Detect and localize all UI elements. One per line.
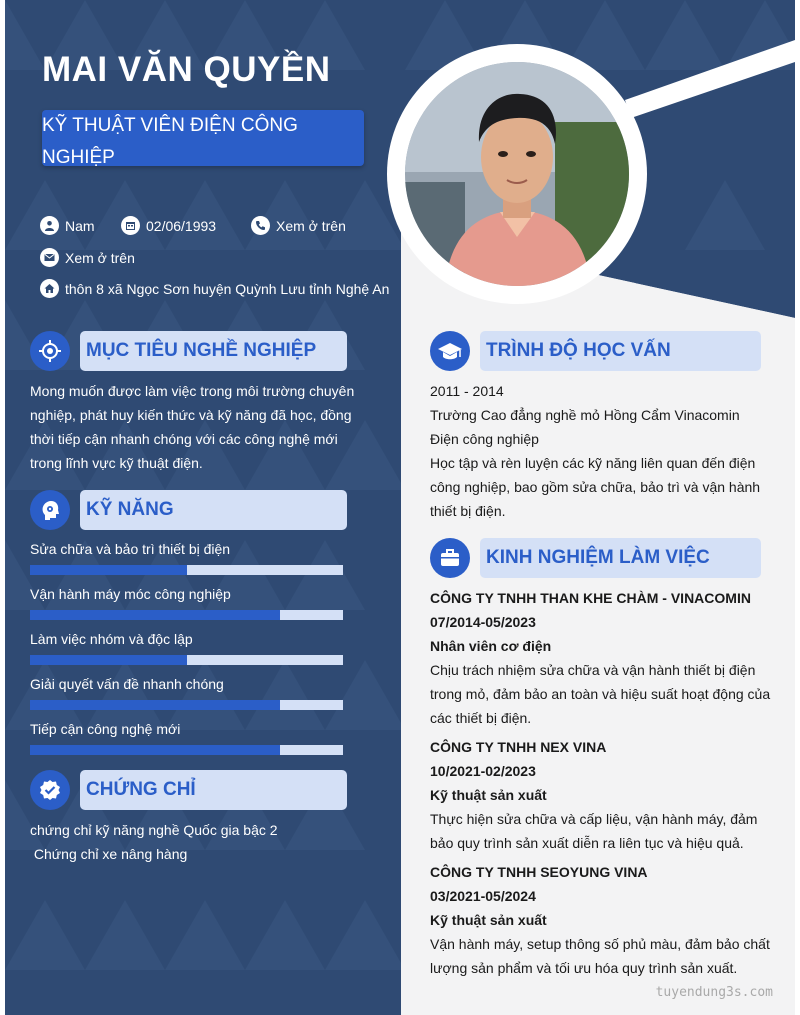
- briefcase-icon: [430, 538, 470, 578]
- avatar: [405, 62, 629, 286]
- skills-heading: [30, 490, 347, 530]
- objective-line: nghiệp, phát huy kiến thức và kỹ năng đã học, đồng: [30, 407, 352, 423]
- graduation-cap-icon: [430, 331, 470, 371]
- job-title-box: [42, 110, 364, 166]
- job-line: bảo quy trình sản xuất diễn ra liên tục và hiệu quả.: [430, 835, 744, 851]
- skill-label: Giải quyết vấn đề nhanh chóng: [30, 676, 224, 692]
- brain-gear-icon: [30, 490, 70, 530]
- job-line: Thực hiện sửa chữa và cấp liệu, vận hành máy, đảm: [430, 811, 758, 827]
- education-title: TRÌNH ĐỘ HỌC VẤN: [486, 340, 671, 361]
- skill-bar: [30, 655, 343, 665]
- job-period: 10/2021-02/2023: [430, 763, 536, 779]
- address-info: [40, 279, 389, 298]
- job-role: Kỹ thuật sản xuất: [430, 787, 547, 803]
- skill-bar-fill: [30, 700, 280, 710]
- objective-line: trong lĩnh vực kỹ thuật điện.: [30, 455, 203, 471]
- skill-bar-fill: [30, 610, 280, 620]
- phone-info: [251, 216, 346, 235]
- job-role: Kỹ thuật sản xuất: [430, 912, 547, 928]
- education-heading: [430, 331, 761, 371]
- certificates-list: [30, 818, 357, 866]
- certificate-item: Chứng chỉ xe nâng hàng: [30, 846, 188, 862]
- home-icon: [40, 279, 59, 298]
- objective-heading: [30, 331, 347, 371]
- calendar-icon: [121, 216, 140, 235]
- skill-bar: [30, 565, 343, 575]
- cv-page: [5, 0, 795, 1015]
- education-description: [430, 451, 775, 523]
- job-line: trong mỏ, đảm bảo an toàn và hiệu suất hoạt động của: [430, 686, 771, 702]
- experience-title: KINH NGHIỆM LÀM VIỆC: [486, 547, 710, 568]
- skill-label: Sửa chữa và bảo trì thiết bị điện: [30, 541, 231, 557]
- user-icon: [40, 216, 59, 235]
- job-company: CÔNG TY TNHH NEX VINA: [430, 739, 607, 755]
- job-entry: [430, 860, 775, 980]
- skill-bar: [30, 700, 343, 710]
- job-line: Vận hành máy, setup thông số phủ màu, đảm bảo chất: [430, 936, 770, 952]
- job-period: 07/2014-05/2023: [430, 614, 536, 630]
- skill-bar: [30, 745, 343, 755]
- address-text: thôn 8 xã Ngọc Sơn huyện Quỳnh Lưu tỉnh Nghệ An: [65, 280, 390, 297]
- job-entry: [430, 735, 775, 855]
- education-line: thiết bị điện.: [430, 503, 506, 519]
- objective-title: MỤC TIÊU NGHỀ NGHIỆP: [86, 340, 317, 361]
- skill-label: Tiếp cận công nghệ mới: [30, 721, 181, 737]
- phone-text: Xem ở trên: [276, 217, 346, 234]
- objective-line: Mong muốn được làm việc trong môi trường chuyên: [30, 383, 355, 399]
- birthday-text: 02/06/1993: [146, 217, 217, 234]
- mail-icon: [40, 248, 59, 267]
- job-title: KỸ THUẬT VIÊN ĐIỆN CÔNG NGHIỆP: [42, 115, 298, 168]
- skill-bar-fill: [30, 565, 187, 575]
- gender-info: [40, 216, 95, 235]
- watermark: tuyendung3s.com: [655, 985, 773, 1000]
- education-details: [430, 379, 775, 451]
- skill-bar: [30, 610, 343, 620]
- job-period: 03/2021-05/2024: [430, 888, 536, 904]
- job-company: CÔNG TY TNHH SEOYUNG VINA: [430, 864, 648, 880]
- target-icon: [30, 331, 70, 371]
- skills-title: KỸ NĂNG: [86, 499, 174, 520]
- objective-text: [30, 379, 357, 475]
- job-company: CÔNG TY TNHH THAN KHE CHÀM - VINACOMIN: [430, 590, 751, 606]
- education-line: Học tập và rèn luyện các kỹ năng liên quan đến điện: [430, 455, 756, 471]
- skill-bar-fill: [30, 745, 280, 755]
- objective-line: thời tiếp cận nhanh chóng với các công nghệ mới: [30, 431, 338, 447]
- job-role: Nhân viên cơ điện: [430, 638, 552, 654]
- job-line: lượng sản phẩm và tối ưu hóa quy trình sản xuất.: [430, 960, 738, 976]
- skill-bar-fill: [30, 655, 187, 665]
- badge-check-icon: [30, 770, 70, 810]
- birthday-info: [121, 216, 216, 235]
- experience-heading: [430, 538, 761, 578]
- education-major: Điện công nghiệp: [430, 431, 539, 447]
- certificates-heading: [30, 770, 347, 810]
- candidate-name: MAI VĂN QUYỀN: [42, 50, 331, 89]
- profile-photo: [405, 62, 629, 286]
- email-info: [40, 248, 135, 267]
- skill-label: Vận hành máy móc công nghiệp: [30, 586, 231, 602]
- certificate-item: chứng chỉ kỹ năng nghề Quốc gia bậc 2: [30, 822, 278, 838]
- job-entry: [430, 586, 775, 730]
- education-period: 2011 - 2014: [430, 383, 504, 399]
- education-line: công nghiệp, bao gồm sửa chữa, bảo trì và vận hành: [430, 479, 761, 495]
- phone-icon: [251, 216, 270, 235]
- education-school: Trường Cao đẳng nghề mỏ Hồng Cẩm Vinacomin: [430, 407, 740, 423]
- certificates-title: CHỨNG CHỈ: [86, 779, 196, 800]
- job-line: Chịu trách nhiệm sửa chữa và vận hành thiết bị điện: [430, 662, 756, 678]
- email-text: Xem ở trên: [65, 249, 135, 266]
- skill-label: Làm việc nhóm và độc lập: [30, 631, 193, 647]
- job-line: các thiết bị điện.: [430, 710, 532, 726]
- gender-text: Nam: [65, 217, 95, 234]
